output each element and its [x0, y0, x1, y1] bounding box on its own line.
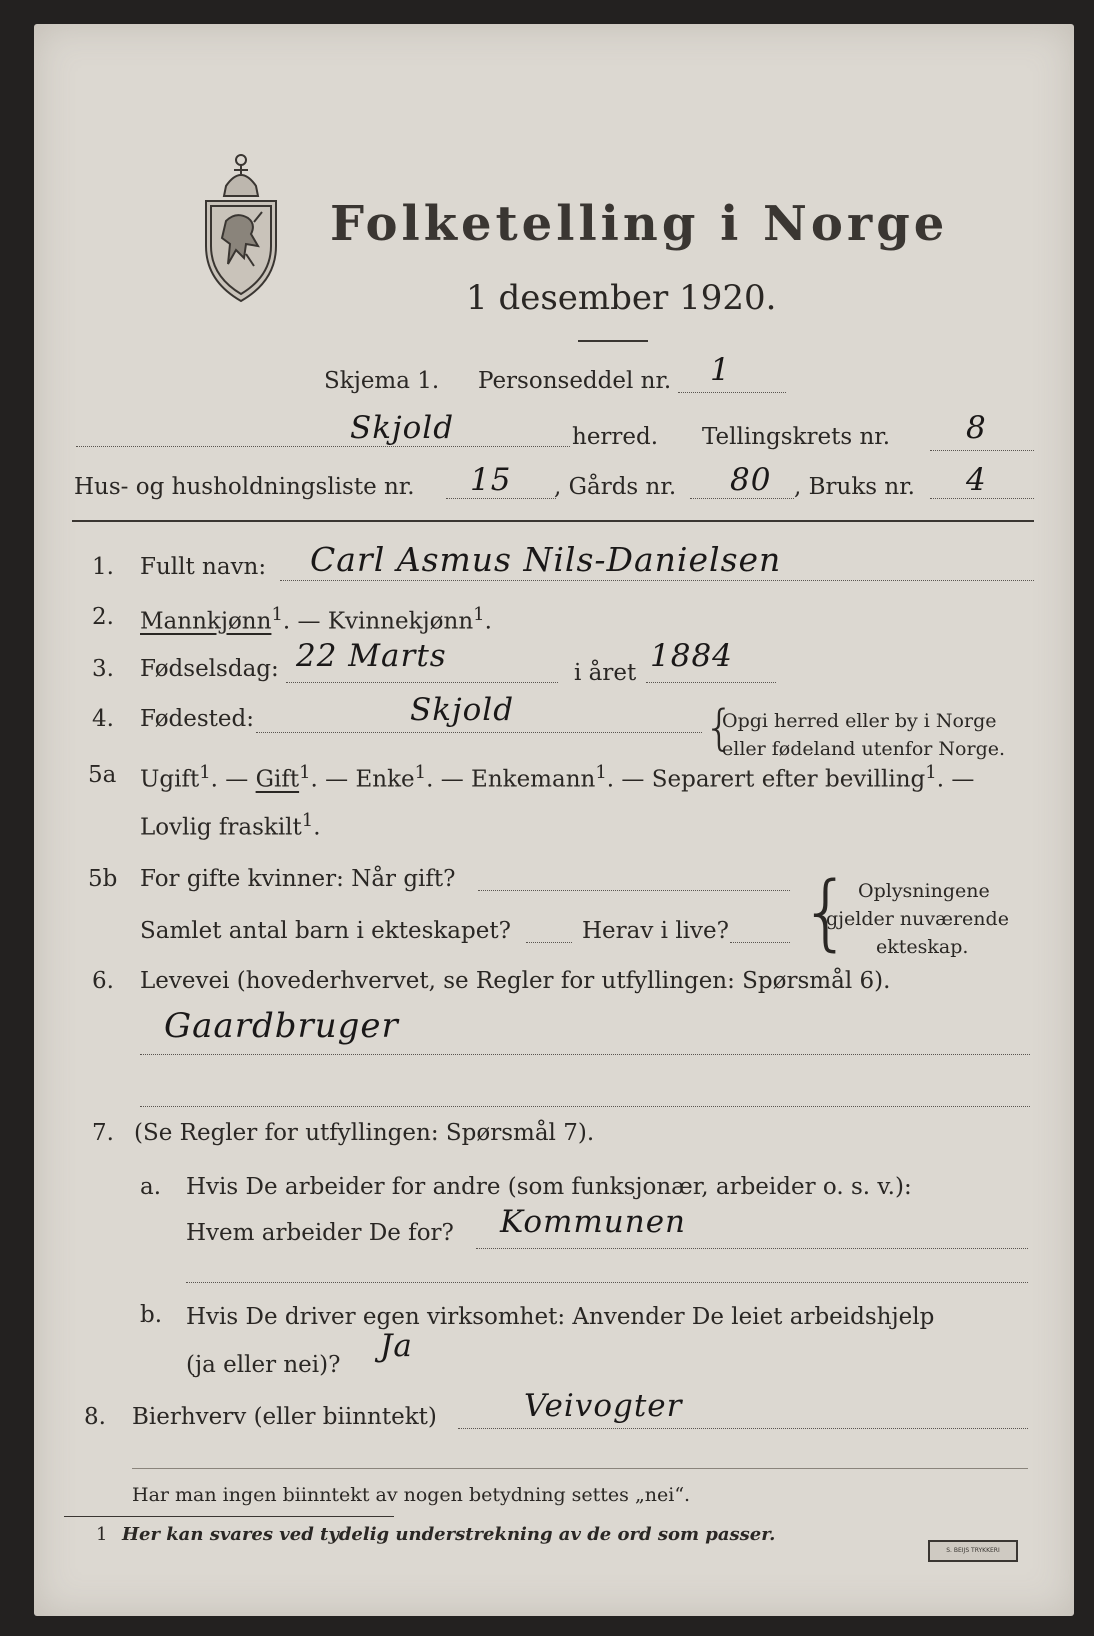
q3-line [286, 682, 558, 683]
q5b-label1: For gifte kvinner: Når gift? [140, 866, 456, 892]
herred-value[interactable]: Skjold [350, 410, 455, 446]
q7b-label2: (ja eller nei)? [186, 1352, 341, 1378]
q7a-label1: Hvis De arbeider for andre (som funksjonær, arbeider o. s. v.): [186, 1174, 912, 1200]
gards-value[interactable]: 80 [730, 462, 772, 498]
q8-value[interactable]: Veivogter [524, 1388, 683, 1424]
q3-year-label: i året [574, 660, 637, 686]
q7b-label1: Hvis De driver egen virksomhet: Anvender De leiet arbeidshjelp [186, 1304, 935, 1330]
q6-number: 6. [92, 968, 114, 994]
q5a-ugift-option[interactable]: Ugift [140, 766, 200, 793]
q8-line [458, 1428, 1028, 1429]
hus-line [446, 498, 556, 499]
q5b-label2: Samlet antal barn i ekteskapet? [140, 918, 511, 944]
q7a-line1 [476, 1248, 1028, 1249]
bruks-line [930, 498, 1034, 499]
footer-rule [64, 1516, 394, 1517]
personseddel-label: Personseddel nr. [478, 368, 672, 394]
q4-note-brace: { [704, 700, 735, 756]
q5b-note-line2: gjelder nuværende [826, 908, 1009, 930]
q4-number: 4. [92, 706, 114, 732]
q5a-enkemann-option[interactable]: Enkemann [471, 766, 596, 793]
q7b-value[interactable]: Ja [380, 1328, 413, 1364]
q2-options: Mannkjønn$^1$. — Kvinnekjønn$^1$. [140, 604, 492, 635]
q6-line2 [140, 1106, 1030, 1107]
q3-value[interactable]: 22 Marts [296, 638, 447, 674]
tellingskrets-line [930, 450, 1034, 451]
norwegian-coat-of-arms-icon [196, 146, 286, 306]
q5b-note-brace: { [800, 865, 853, 960]
q5a-lovlig-line: Lovlig fraskilt$^1$. [140, 810, 321, 841]
q8-label: Bierhverv (eller biinntekt) [132, 1404, 437, 1430]
q5b-line2 [526, 942, 572, 943]
q7a-line2 [186, 1282, 1028, 1283]
q1-value[interactable]: Carl Asmus Nils-Danielsen [310, 540, 782, 579]
personseddel-value[interactable]: 1 [710, 352, 731, 388]
form-title: Folketelling i Norge [330, 196, 949, 252]
q2-number: 2. [92, 604, 114, 630]
q1-number: 1. [92, 554, 114, 580]
herred-line [76, 446, 570, 447]
q5b-note-line1: Oplysningene [858, 880, 990, 902]
q3-label: Fødselsdag: [140, 656, 279, 682]
q5a-enke-option[interactable]: Enke [355, 766, 415, 793]
q6-label: Levevei (hovederhvervet, se Regler for utfyllingen: Spørsmål 6). [140, 968, 891, 994]
q5b-label3: Herav i live? [582, 918, 729, 944]
q4-note-line2: eller fødeland utenfor Norge. [722, 738, 1006, 760]
hus-value[interactable]: 15 [470, 462, 512, 498]
q8-number: 8. [84, 1404, 106, 1430]
q7-label: (Se Regler for utfyllingen: Spørsmål 7). [134, 1120, 595, 1146]
personseddel-line [678, 392, 786, 393]
q5b-number: 5b [88, 866, 118, 892]
q5a-gift-option[interactable]: Gift [255, 766, 300, 793]
printer-stamp [928, 1540, 1018, 1562]
tellingskrets-label: Tellingskrets nr. [702, 424, 891, 450]
q1-line [280, 580, 1034, 581]
title-divider [578, 340, 648, 342]
q5b-line3 [730, 942, 790, 943]
header-rule [72, 520, 1034, 522]
q5b-line1 [478, 890, 790, 891]
tellingskrets-value[interactable]: 8 [966, 410, 987, 446]
form-date: 1 desember 1920. [466, 278, 777, 318]
q7b-letter: b. [140, 1302, 163, 1328]
q3-year-value[interactable]: 1884 [650, 638, 733, 674]
q3-year-line [646, 682, 776, 683]
q4-note-line1: Opgi herred eller by i Norge [722, 710, 997, 732]
q6-value[interactable]: Gaardbruger [164, 1006, 399, 1046]
q6-line1 [140, 1054, 1030, 1055]
q7a-letter: a. [140, 1174, 162, 1200]
q8-extra-line [132, 1468, 1028, 1469]
q4-label: Fødested: [140, 706, 255, 732]
gards-label: , Gårds nr. [554, 474, 677, 500]
q5a-separert-option[interactable]: Separert efter bevilling [651, 766, 926, 793]
q7a-value[interactable]: Kommunen [500, 1204, 687, 1240]
printer-stamp-text: S. BEIJS TRYKKERI [946, 1547, 1000, 1554]
skjema-label: Skjema 1. [324, 368, 440, 394]
herred-label: herred. [572, 424, 659, 450]
q5a-number: 5a [88, 762, 117, 788]
footnote-text: Her kan svares ved tydelig understrekning av de ord som passer. [122, 1524, 776, 1545]
footnote-number: 1 [96, 1524, 108, 1545]
footer-note: Har man ingen biinntekt av nogen betydning settes „nei“. [132, 1484, 691, 1506]
q7a-label2: Hvem arbeider De for? [186, 1220, 454, 1246]
q1-label: Fullt navn: [140, 554, 267, 580]
q5a-options: Ugift$^1$. — Gift$^1$. — Enke$^1$. — Enkemann$^1$. — Separert efter bevilling$^1$. — [140, 762, 975, 793]
q7-number: 7. [92, 1120, 114, 1146]
q2-male-option[interactable]: Mannkjønn [140, 608, 272, 635]
gards-line [690, 498, 794, 499]
hus-label: Hus- og husholdningsliste nr. [74, 474, 415, 500]
q3-number: 3. [92, 656, 114, 682]
q4-value[interactable]: Skjold [410, 692, 515, 728]
bruks-value[interactable]: 4 [966, 462, 987, 498]
q4-line [256, 732, 702, 733]
q5a-lovlig-option[interactable]: Lovlig fraskilt [140, 814, 302, 841]
q5b-note-line3: ekteskap. [876, 936, 969, 958]
q2-female-option[interactable]: Kvinnekjønn [327, 608, 474, 635]
bruks-label: , Bruks nr. [794, 474, 915, 500]
